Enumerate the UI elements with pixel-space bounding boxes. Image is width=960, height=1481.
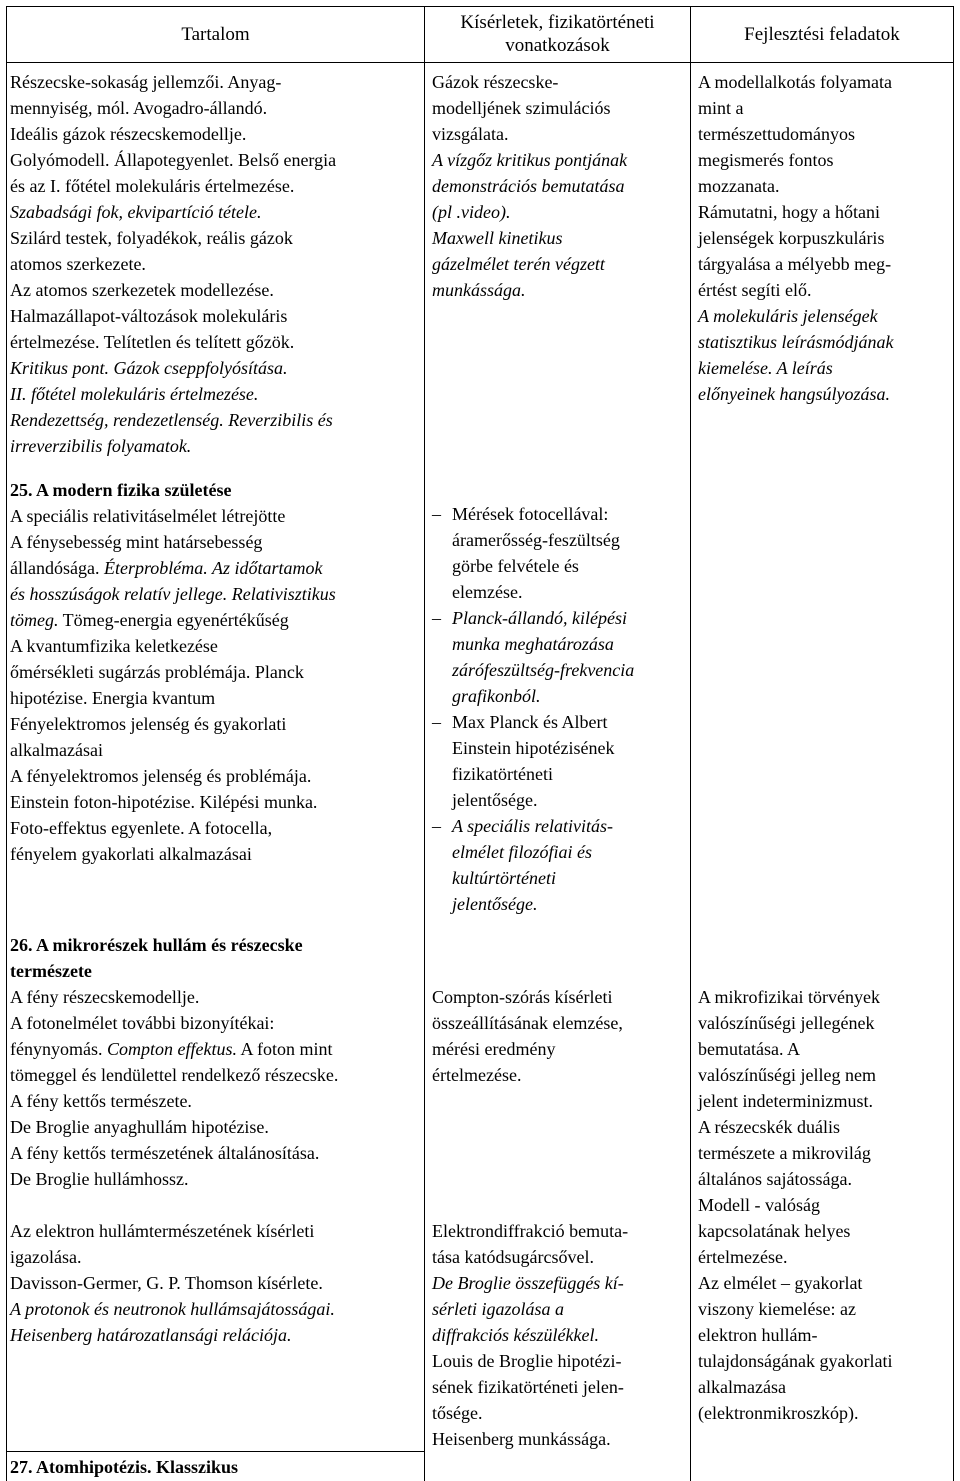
content-line: A részecskék duális: [698, 1117, 840, 1137]
content-line: Az elmélet – gyakorlat: [698, 1273, 863, 1293]
column-divider-1: [424, 6, 425, 1481]
content-line: (pl .video).: [432, 202, 511, 222]
content-line: Einstein foton-hipotézise. Kilépési munka.: [10, 792, 318, 812]
content-line: jelent indeterminizmust.: [698, 1091, 873, 1111]
list-item: – Max Planck és Albert: [432, 709, 634, 735]
content-line: valószínűségi jelleg nem: [698, 1065, 876, 1085]
content-line: értelmezése. Telítetlen és telített gőzök.: [10, 332, 295, 352]
content-line: értést segíti elő.: [698, 280, 812, 300]
content-line: természettudományos: [698, 124, 855, 144]
column-divider-2: [690, 6, 691, 1481]
content-line: A modellalkotás folyamata: [698, 72, 892, 92]
content-line: A fénysebesség mint határsebesség: [10, 532, 263, 552]
content-line: diffrakciós készülékkel.: [432, 1325, 599, 1345]
content-line: valószínűségi jellegének: [698, 1013, 875, 1033]
content-line: De Broglie hullámhossz.: [10, 1169, 189, 1189]
content-line: Modell - valóság: [698, 1195, 820, 1215]
content-line: Ideális gázok részecskemodellje.: [10, 124, 247, 144]
content-line: A speciális relativitáselmélet létrejötte: [10, 506, 286, 526]
content-line: Einstein hipotézisének: [452, 738, 615, 758]
content-line: A fény kettős természete.: [10, 1091, 192, 1111]
content-line: és az I. főtétel molekuláris értelmezése.: [10, 176, 295, 196]
content-line: Az elektron hullámtermészetének kísérleti: [10, 1221, 315, 1241]
content-line: természete a mikrovilág: [698, 1143, 871, 1163]
content-section-thermo: [10, 69, 336, 459]
content-line: A fény kettős természetének általánosítása.: [10, 1143, 320, 1163]
content-line: fénynyomás. Compton effektus. A foton mint: [10, 1039, 333, 1059]
experiments-section-thermo: [432, 69, 627, 303]
section-heading: természete: [10, 961, 92, 981]
content-line: mint a: [698, 98, 744, 118]
content-line: tárgyalása a mélyebb meg-: [698, 254, 892, 274]
content-line: Szabadsági fok, ekvipartíció tétele.: [10, 202, 262, 222]
content-line: Az atomos szerkezetek modellezése.: [10, 280, 274, 300]
content-line: kapcsolatának helyes: [698, 1221, 851, 1241]
content-section-wave-particle: [10, 932, 338, 1348]
content-line: mennyiség, mól. Avogadro-állandó.: [10, 98, 268, 118]
content-line: viszony kiemelése: az: [698, 1299, 856, 1319]
content-line: fényelem gyakorlati alkalmazásai: [10, 844, 252, 864]
table-border-right: [953, 6, 954, 1481]
content-section-modern-physics: [10, 477, 336, 867]
content-line: irreverzibilis folyamatok.: [10, 436, 192, 456]
content-line: és hosszúságok relatív jellege. Relativisztikus: [10, 584, 336, 604]
content-line: zárófeszültség-frekvencia: [452, 660, 635, 680]
content-line: tulajdonságának gyakorlati: [698, 1351, 893, 1371]
content-line: kultúrtörténeti: [452, 868, 556, 888]
content-line: A molekuláris jelenségek: [698, 306, 878, 326]
content-line: vizsgálata.: [432, 124, 509, 144]
content-line: Heisenberg munkássága.: [432, 1429, 611, 1449]
content-line: Rendezettség, rendezetlenség. Reverzibilis és: [10, 410, 333, 430]
experiments-section-modern-physics: [432, 501, 634, 917]
dash-bullet: –: [432, 504, 441, 524]
content-line: elmélet filozófiai és: [452, 842, 592, 862]
content-line: őmérsékleti sugárzás problémája. Planck: [10, 662, 304, 682]
table-border-left: [6, 6, 7, 1481]
content-line: A vízgőz kritikus pontjának: [432, 150, 628, 170]
dash-bullet: –: [432, 816, 441, 836]
content-line: elemzése.: [452, 582, 523, 602]
content-line: Halmazállapot-változások molekuláris: [10, 306, 288, 326]
content-line: Szilárd testek, folyadékok, reális gázok: [10, 228, 293, 248]
header-fejlesztesi: Fejlesztési feladatok: [744, 23, 900, 45]
content-line: jelentősége.: [452, 790, 538, 810]
content-line: II. főtétel molekuláris értelmezése.: [10, 384, 259, 404]
content-line: mozzanata.: [698, 176, 780, 196]
dash-bullet: –: [432, 608, 441, 628]
content-line: összeállításának elemzése,: [432, 1013, 623, 1033]
content-line: tősége.: [432, 1403, 483, 1423]
content-line: értelmezése.: [432, 1065, 522, 1085]
content-line: Foto-effektus egyenlete. A fotocella,: [10, 818, 273, 838]
content-line: előnyeinek hangsúlyozása.: [698, 384, 890, 404]
content-line: alkalmazásai: [10, 740, 103, 760]
content-line: igazolása.: [10, 1247, 82, 1267]
spacer: [432, 1088, 628, 1218]
list-item: – Planck-állandó, kilépési: [432, 605, 634, 631]
content-section-atom: [10, 1454, 238, 1480]
dash-bullet: –: [432, 712, 441, 732]
content-line: megismerés fontos: [698, 150, 834, 170]
content-line: Golyómodell. Állapotegyenlet. Belső energia: [10, 150, 337, 170]
content-line: Részecske-sokaság jellemzői. Anyag-: [10, 72, 282, 92]
content-line: jelentősége.: [452, 894, 538, 914]
list-item: – A speciális relativitás-: [432, 813, 634, 839]
content-line: A fotonelmélet további bizonyítékai:: [10, 1013, 275, 1033]
content-line: görbe felvétele és: [452, 556, 579, 576]
content-line: kiemelése. A leírás: [698, 358, 833, 378]
content-line: jelenségek korpuszkuláris: [698, 228, 885, 248]
content-line: grafikonból.: [452, 686, 541, 706]
content-line: Davisson-Germer, G. P. Thomson kísérlete.: [10, 1273, 323, 1293]
content-line: modelljének szimulációs: [432, 98, 611, 118]
content-line: áramerősség-feszültség: [452, 530, 620, 550]
content-line: A fényelektromos jelenség és problémája.: [10, 766, 312, 786]
content-line: gázelmélet terén végzett: [432, 254, 605, 274]
development-section-wave-particle: [698, 984, 892, 1426]
content-line: értelmezése.: [698, 1247, 788, 1267]
content-line: elektron hullám-: [698, 1325, 818, 1345]
section-heading: 26. A mikrorészek hullám és részecske: [10, 935, 303, 955]
content-line: sének fizikatörténeti jelen-: [432, 1377, 624, 1397]
content-line: hipotézise. Energia kvantum: [10, 688, 216, 708]
content-line: De Broglie anyaghullám hipotézise.: [10, 1117, 269, 1137]
content-line: atomos szerkezete.: [10, 254, 146, 274]
header-tartalom: Tartalom: [181, 23, 250, 45]
section-separator: [6, 1451, 425, 1452]
content-line: munka meghatározása: [452, 634, 614, 654]
content-line: demonstrációs bemutatása: [432, 176, 625, 196]
content-line: tömeggel és lendülettel rendelkező részecske.: [10, 1065, 339, 1085]
content-line: sérleti igazolása a: [432, 1299, 565, 1319]
spacer: [10, 1192, 338, 1218]
content-line: Rámutatni, hogy a hőtani: [698, 202, 880, 222]
development-section-thermo: [698, 69, 894, 407]
content-line: A protonok és neutronok hullámsajátosságai.: [10, 1299, 335, 1319]
content-line: (elektronmikroszkóp).: [698, 1403, 859, 1423]
content-line: mérési eredmény: [432, 1039, 556, 1059]
content-line: állandósága. Éterprobléma. Az időtartamok: [10, 558, 323, 578]
content-line: Maxwell kinetikus: [432, 228, 563, 248]
content-line: Heisenberg határozatlansági relációja.: [10, 1325, 292, 1345]
content-line: Gázok részecske-: [432, 72, 559, 92]
content-line: fizikatörténeti: [452, 764, 553, 784]
content-line: Fényelektromos jelenség és gyakorlati: [10, 714, 287, 734]
content-line: tása katódsugárcsővel.: [432, 1247, 594, 1267]
section-heading: 27. Atomhipotézis. Klasszikus: [10, 1457, 239, 1477]
header-separator: [6, 62, 954, 63]
content-line: A kvantumfizika keletkezése: [10, 636, 218, 656]
content-line: A mikrofizikai törvények: [698, 987, 880, 1007]
content-line: statisztikus leírásmódjának: [698, 332, 894, 352]
content-line: tömeg. Tömeg-energia egyenértékűség: [10, 610, 289, 630]
header-kiserletek: Kísérletek, fizikatörténeti vonatkozások: [460, 12, 655, 56]
content-line: Compton-szórás kísérleti: [432, 987, 613, 1007]
section-heading: 25. A modern fizika születése: [10, 480, 232, 500]
content-line: De Broglie összefüggés kí-: [432, 1273, 624, 1293]
content-line: Kritikus pont. Gázok cseppfolyósítása.: [10, 358, 288, 378]
list-item: – Mérések fotocellával:: [432, 501, 634, 527]
content-line: A fény részecskemodellje.: [10, 987, 200, 1007]
content-line: Louis de Broglie hipotézi-: [432, 1351, 622, 1371]
content-line: általános sajátossága.: [698, 1169, 852, 1189]
content-line: bemutatása. A: [698, 1039, 800, 1059]
content-line: alkalmazása: [698, 1377, 786, 1397]
content-line: munkássága.: [432, 280, 526, 300]
content-line: Elektrondiffrakció bemuta-: [432, 1221, 629, 1241]
experiments-section-wave-particle: [432, 984, 628, 1452]
